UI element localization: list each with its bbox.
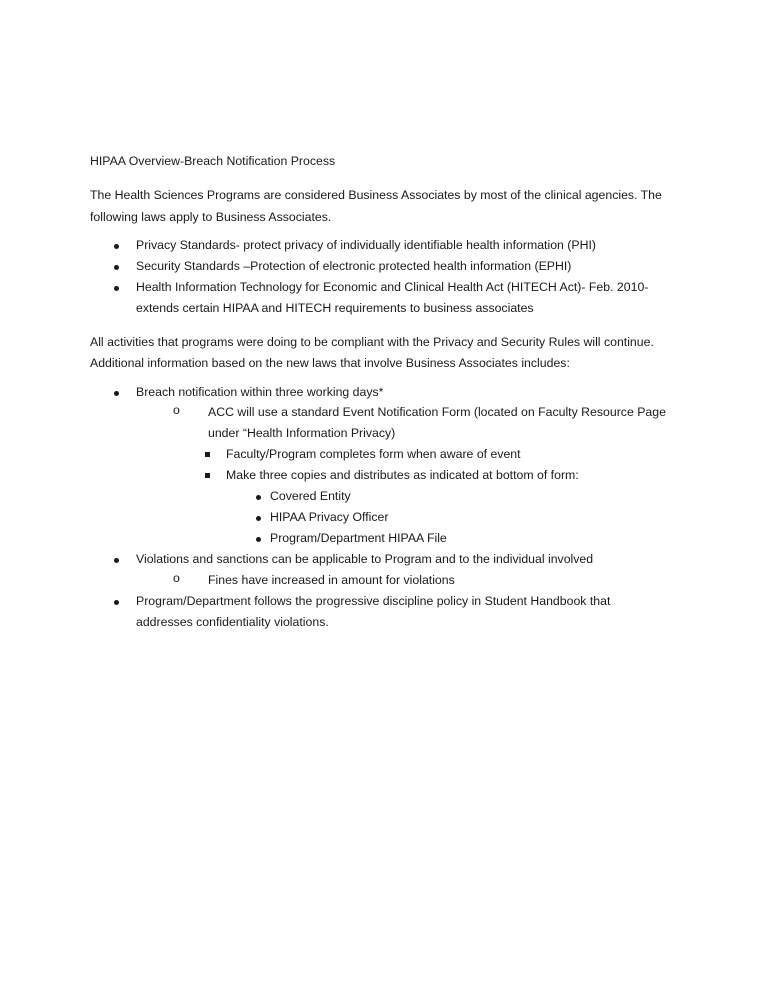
law-item-hitech-line-1: Health Information Technology for Economic and Clinical Health Act (HITECH Act)- Feb. 2010- <box>136 280 649 294</box>
step-complete-form: Faculty/Program completes form when aware of event <box>226 447 521 461</box>
square-bullet-icon <box>205 473 210 478</box>
bullet-icon <box>114 391 119 396</box>
recipient-privacy-officer: HIPAA Privacy Officer <box>270 510 389 524</box>
breach-notification-item: Breach notification within three working days* <box>136 385 384 399</box>
para2-line-2: Additional information based on the new laws that involve Business Associates includes: <box>90 356 570 370</box>
bullet-icon <box>256 537 261 542</box>
circle-bullet-icon: o <box>173 571 180 585</box>
acc-form-line-1: ACC will use a standard Event Notification Form (located on Faculty Resource Page <box>208 405 666 419</box>
step-make-copies: Make three copies and distributes as indicated at bottom of form: <box>226 468 579 482</box>
law-item-privacy: Privacy Standards- protect privacy of individually identifiable health information (PHI) <box>136 238 596 252</box>
intro-line-2: following laws apply to Business Associates. <box>90 210 332 224</box>
recipient-covered-entity: Covered Entity <box>270 489 351 503</box>
violations-item: Violations and sanctions can be applicable to Program and to the individual involved <box>136 552 594 566</box>
bullet-icon <box>114 600 119 605</box>
law-item-security: Security Standards –Protection of electronic protected health information (EPHI) <box>136 259 572 273</box>
recipient-hipaa-file: Program/Department HIPAA File <box>270 531 447 545</box>
acc-form-line-2: under “Health Information Privacy) <box>208 426 396 440</box>
bullet-icon <box>114 286 119 291</box>
discipline-line-2: addresses confidentiality violations. <box>136 615 329 629</box>
bullet-icon <box>256 495 261 500</box>
bullet-icon <box>256 516 261 521</box>
para2-line-1: All activities that programs were doing to be compliant with the Privacy and Security Rules will continue. <box>90 335 654 349</box>
square-bullet-icon <box>205 452 210 457</box>
discipline-line-1: Program/Department follows the progressive discipline policy in Student Handbook that <box>136 594 611 608</box>
document-title: HIPAA Overview-Breach Notification Process <box>90 154 336 168</box>
circle-bullet-icon: o <box>173 403 180 417</box>
bullet-icon <box>114 244 119 249</box>
law-item-hitech-line-2: extends certain HIPAA and HITECH requirements to business associates <box>136 301 534 315</box>
bullet-icon <box>114 265 119 270</box>
fines-item: Fines have increased in amount for violations <box>208 573 455 587</box>
intro-line-1: The Health Sciences Programs are considered Business Associates by most of the clinical agencies. The <box>90 188 662 202</box>
bullet-icon <box>114 558 119 563</box>
